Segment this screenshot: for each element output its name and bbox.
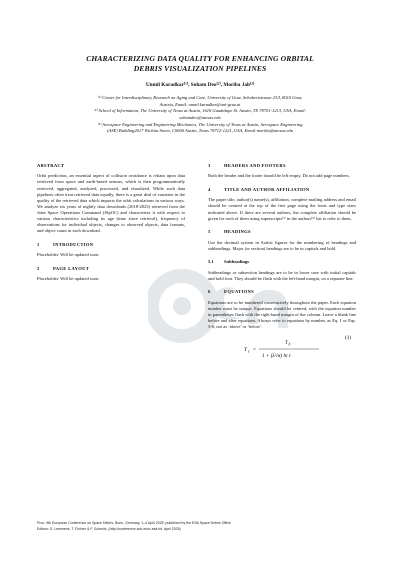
equation-numerator-subscript: b bbox=[288, 342, 291, 347]
subsection-title: Subheadings bbox=[224, 259, 250, 265]
section-heading-equations bbox=[208, 289, 356, 295]
subsection-heading-subheadings bbox=[208, 259, 356, 265]
equation-lhs: T bbox=[244, 347, 247, 354]
section-number: 6 bbox=[208, 289, 211, 295]
title-line-1: CHARACTERIZING DATA QUALITY FOR ENHANCING ORBITAL bbox=[86, 54, 314, 63]
equation-number: (1) bbox=[345, 335, 352, 342]
affiliation-2-line-2: sohamdeo@utexas.edu bbox=[179, 115, 221, 121]
subsection-number: 5.1 bbox=[208, 259, 214, 265]
section-number: 4 bbox=[208, 186, 211, 192]
author-list: Unmil Karadkar⁽¹⁾, Soham Deo⁽²⁾, Moriba Jah⁽³⁾ bbox=[145, 82, 255, 88]
equation-graphic bbox=[208, 332, 356, 366]
left-column bbox=[37, 163, 185, 290]
section-number: 1 bbox=[37, 241, 40, 247]
section-heading-headers-footers bbox=[208, 163, 356, 169]
footer-line-2: Editors: S. Lemmens, T. Flohrer & F. Schmitz, (http://conference.sdo.esoc.esa.int, April 2025) bbox=[37, 526, 181, 531]
section-heading-page-layout bbox=[37, 266, 185, 272]
equation-equals: = bbox=[253, 347, 256, 354]
section-heading-title-affiliation bbox=[208, 187, 356, 193]
section-text-equations: Equations are to be numbered consecutively throughout the paper. Each equation number must be unique. Equations should be centred, with the equation number in parentheses flush with the right-hand margin of the column. Leave a blank line before and after equations. Always refer to equations by number, as Eq. 1 or Eqs. 3-6; not as ‘above’ or ‘below’. bbox=[208, 299, 356, 330]
affiliation-1-line-1: ⁽¹⁾ Center for Interdisciplinary Research on Aging and Care, University of Graz, Schubertstrasse 23/I, 8010 Graz, bbox=[97, 95, 303, 100]
paper-title bbox=[40, 54, 360, 74]
equation-1 bbox=[208, 332, 356, 366]
section-number: 2 bbox=[37, 265, 40, 271]
section-text-headers-footers: Both the header and the footer should be left empty. Do not add page numbers. bbox=[208, 173, 350, 179]
abstract-text: Orbit prediction, an essential aspect of collision avoidance is reliant upon data retrieved from space and earth-based sensors, which is then programmatically retrieved, aggregated, analyzed, processed, and visualized. While such data pipelines often treat retrieved data equally, there is a great deal of variation in the quality of the retrieved data which impacts the orbit calculations in various ways. We analyze six years of nightly data downloads (2018-2023) retrieved from the Joint Space Operations Command (JSpOC) and characterize it with respect to various characteristics including its age (time since retrieval), frequency of observations for individual objects, changes to observed objects, data formats, and object count in each download. bbox=[37, 173, 185, 234]
right-column bbox=[208, 163, 356, 366]
abstract-heading: ABSTRACT bbox=[37, 163, 65, 168]
subsection-text-subheadings: Subheadings or subsection headings are to be in lower case with initial capitals and bold font. They should be flush with the left-hand margin, on a separate line. bbox=[208, 269, 356, 281]
equation-lhs-subscript: s bbox=[248, 349, 250, 354]
affiliation-3-line-1: ⁽³⁾ Aerospace Engineering and Engineering Mechanics, The University of Texas at Austin, Aerospace Engineering bbox=[97, 121, 303, 127]
section-heading-introduction bbox=[37, 242, 185, 248]
affiliation-2-line-1: ⁽²⁾ School of Information, The University of Texas at Austin, 1616 Guadalupe St. Austin, TX 78701-1213, USA, Email: bbox=[93, 108, 307, 114]
affiliation-3-line-2: (ASE) Building2617 Wichita Street, C0600 Austin, Texas 78712-1221, USA, Email:moriba@utexas.edu bbox=[107, 128, 293, 134]
section-text-page-layout: Placeholder. Will be updated soon. bbox=[37, 276, 100, 282]
section-title: HEADINGS bbox=[224, 229, 251, 235]
conference-footer bbox=[37, 521, 367, 532]
title-line-2: DEBRIS VISUALIZATION PIPELINES bbox=[133, 64, 267, 73]
equation-numerator: T bbox=[285, 340, 288, 347]
affiliation-1-line-2: Austria, Email: unmil.karadkar@uni-graz.at bbox=[159, 101, 241, 107]
section-text-title-affiliation: The paper title, author(s) name(s), affiliation, complete mailing address and email should be centred at the top of the first page using the fonts and type sizes indicated above. If there are several authors, the complete affiliation should be given for each of them using superscripts⁽¹⁾ in the authors⁽²⁾ list to refer to them. bbox=[208, 197, 356, 221]
section-title: HEADERS AND FOOTERS bbox=[224, 163, 286, 168]
section-text-headings: Use the decimal system in Arabic figures for the numbering of headings and subheadings. Major (or section) headings are to be in capitals and bold. bbox=[208, 239, 356, 251]
section-title: PAGE LAYOUT bbox=[53, 265, 90, 271]
section-heading-headings bbox=[208, 229, 356, 235]
section-title: TITLE AND AUTHOR AFFILIATION bbox=[224, 186, 310, 192]
affiliations bbox=[40, 95, 360, 135]
section-number: 5 bbox=[208, 229, 211, 235]
section-title: INTRODUCTION bbox=[53, 241, 94, 247]
equation-denominator: 1 + (λ²/α) ln ε bbox=[262, 353, 291, 360]
section-number: 3 bbox=[208, 163, 211, 168]
footer-line-1: Proc. 9th European Conference on Space Debris, Bonn, Germany, 1–4 April 2025, published by the ESA Space Debris Office bbox=[37, 521, 231, 525]
section-title: EQUATIONS bbox=[224, 289, 254, 295]
section-text-introduction: Placeholder. Will be updated soon. bbox=[37, 252, 100, 258]
